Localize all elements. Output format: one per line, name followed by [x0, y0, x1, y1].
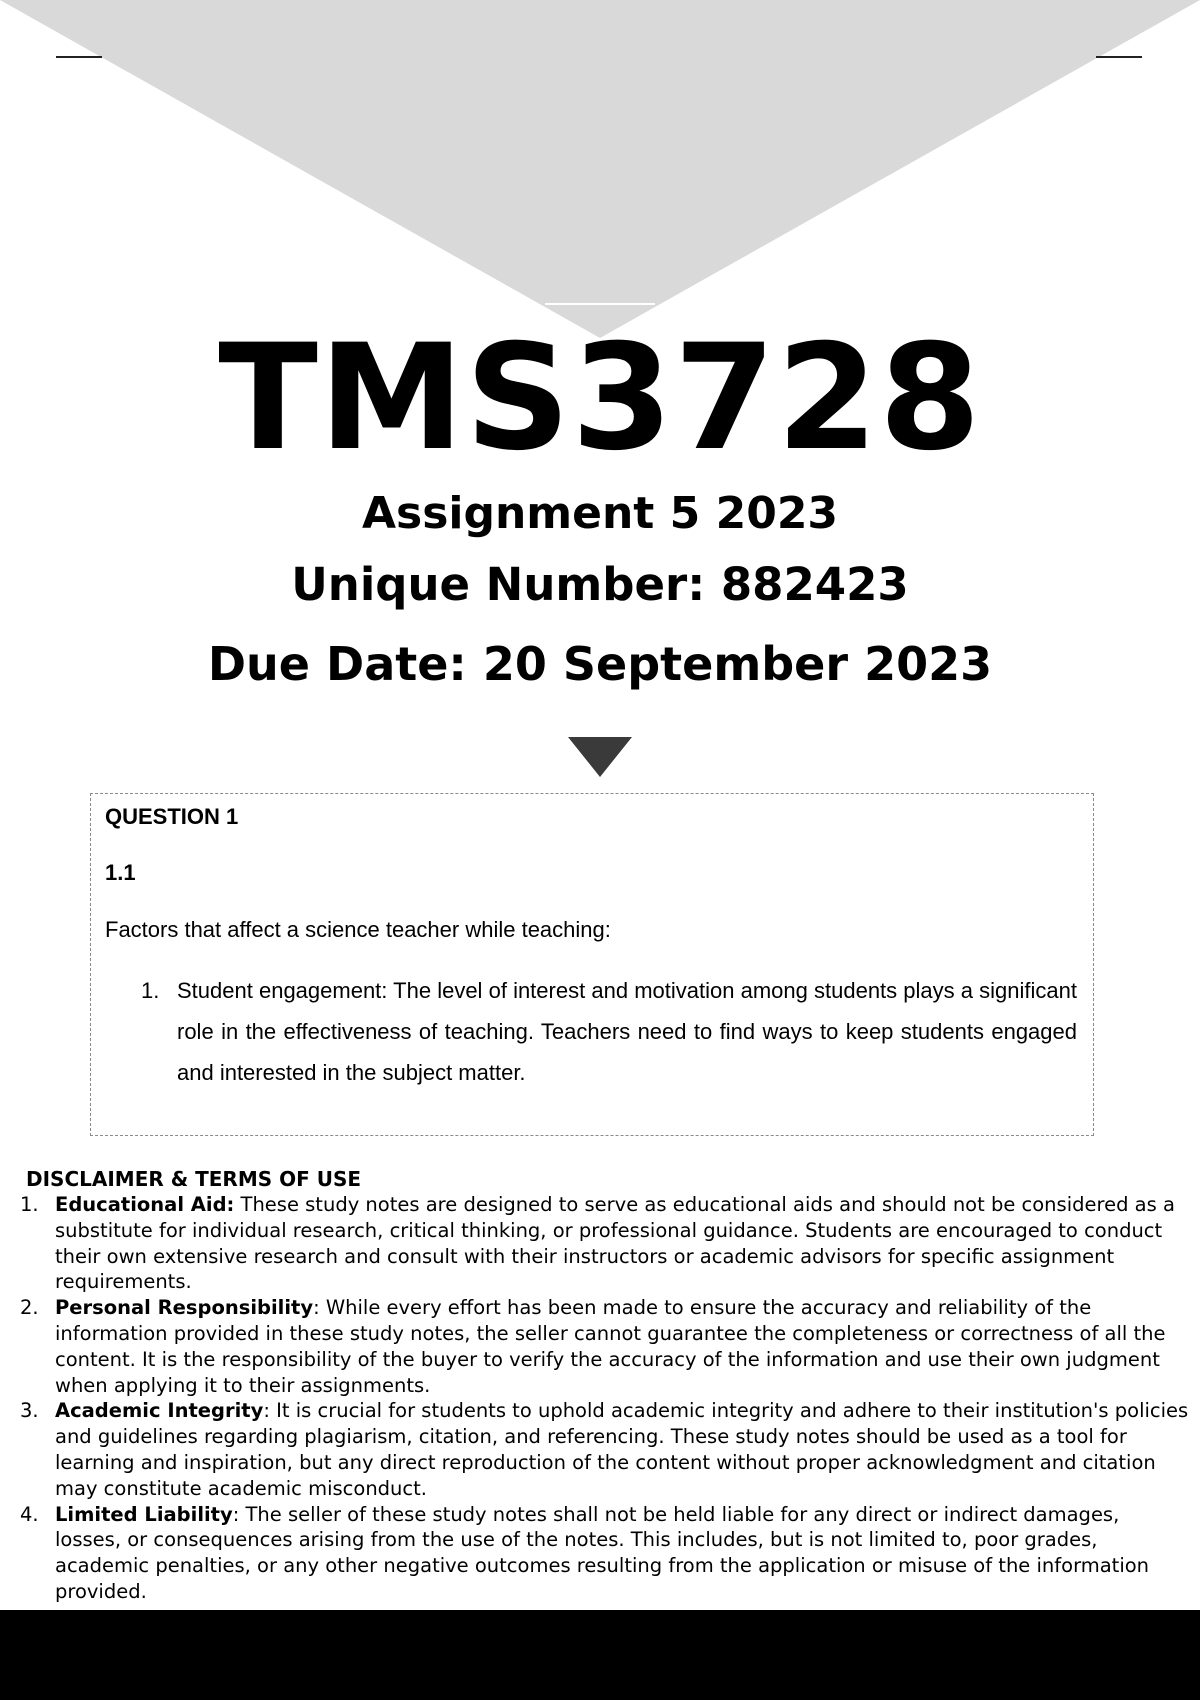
disclaimer-item — [20, 1295, 1190, 1398]
question-box — [90, 793, 1094, 1136]
header-rule-right — [1096, 56, 1142, 58]
disclaimer-item-text: : It is crucial for students to uphold academic integrity and adhere to their institution's policies and guidelines regarding plagiarism, citation, and referencing. These study notes should be used as a tool for learning and inspiration, but any direct reproduction of the content without proper acknowledgment and citation may constitute academic misconduct. — [55, 1399, 1189, 1500]
disclaimer-item-number: 2. — [20, 1296, 39, 1320]
disclaimer-item-body — [55, 1502, 1190, 1605]
assignment-label: Assignment 5 2023 — [361, 488, 839, 539]
disclaimer-item-term: Educational Aid: — [55, 1193, 235, 1216]
disclaimer-item — [20, 1192, 1190, 1295]
question-title: QUESTION 1 — [105, 804, 239, 829]
disclaimer-item — [20, 1398, 1190, 1501]
disclaimer-section — [20, 1166, 1190, 1605]
disclaimer-item-term: Personal Responsibility — [55, 1296, 314, 1320]
disclaimer-item-term: Academic Integrity — [55, 1399, 264, 1423]
question-intro: Factors that affect a science teacher while teaching: — [105, 917, 611, 942]
disclaimer-item-number: 4. — [20, 1502, 39, 1526]
disclaimer-item-text: : While every effort has been made to ensure the accuracy and reliability of the information provided in these study notes, the seller cannot guarantee the completeness or correctness of all the content. It is the responsibility of the buyer to verify the accuracy of the information and use their own judgment when applying it to their assignments. — [55, 1296, 1166, 1397]
disclaimer-item-number: 3. — [20, 1399, 39, 1423]
down-triangle-icon — [568, 737, 632, 779]
top-chevron-decoration — [0, 0, 1200, 340]
disclaimer-item — [20, 1502, 1190, 1605]
unique-number-label: Unique Number: 882423 — [291, 558, 909, 611]
disclaimer-heading: DISCLAIMER & TERMS OF USE — [26, 1167, 362, 1191]
course-code-title: TMS3728 — [218, 313, 982, 483]
disclaimer-item-term: Limited Liability — [55, 1502, 233, 1526]
disclaimer-item-text: These study notes are designed to serve as educational aids and should not be considered as a substitute for individual research, critical thinking, or professional guidance. Students are encouraged to conduct their own extensive research and consult with their instructors or academic advisors for specific assignment requirements. — [55, 1193, 1175, 1294]
header-rule-left — [56, 56, 102, 58]
disclaimer-item-body — [55, 1398, 1190, 1501]
disclaimer-item-text: : The seller of these study notes shall not be held liable for any direct or indirect damages, losses, or consequences arising from the use of the notes. This includes, but is not limited to, poor grades, academic penalties, or any other negative outcomes resulting from the application or misuse of the information provided. — [55, 1502, 1150, 1603]
list-item-number: 1. — [141, 978, 160, 1003]
list-item-text: Student engagement: The level of interest and motivation among students plays a significant role in the effectiveness of teaching. Teachers need to find ways to keep students engaged and interested in the subject matter. — [177, 978, 1077, 1085]
bottom-black-band — [0, 1610, 1200, 1700]
disclaimer-item-number: 1. — [20, 1193, 39, 1216]
disclaimer-item-body — [55, 1192, 1190, 1295]
due-date-label: Due Date: 20 September 2023 — [207, 637, 993, 691]
question-subsection: 1.1 — [105, 860, 136, 885]
list-item — [141, 970, 1077, 1093]
disclaimer-item-body — [55, 1295, 1190, 1398]
